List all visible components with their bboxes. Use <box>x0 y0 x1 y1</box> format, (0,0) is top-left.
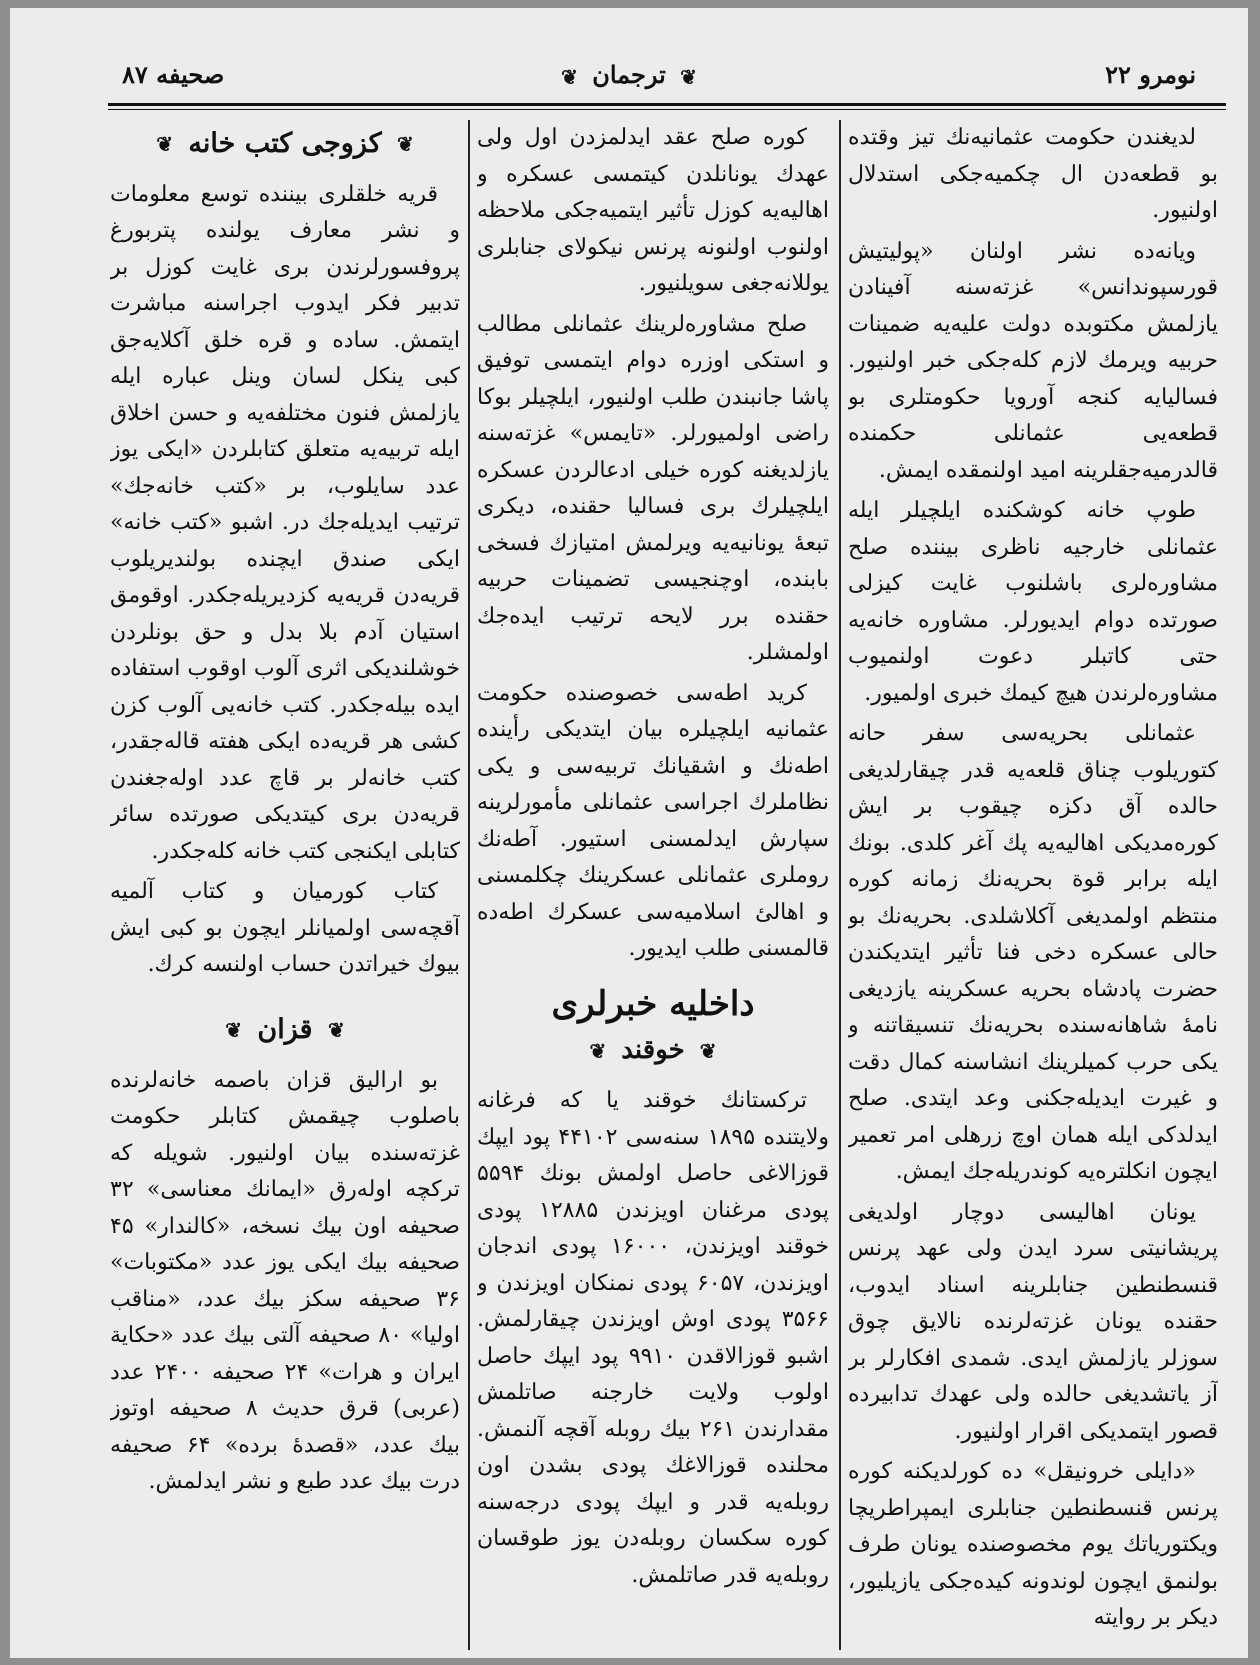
article-title <box>110 126 460 163</box>
article-title-text: كزوجى كتب خانه <box>188 128 382 159</box>
newspaper-page <box>10 8 1248 1658</box>
section-heading: داخليه خبرلرى <box>551 983 755 1024</box>
header-rule <box>108 103 1226 106</box>
ornament-icon: ❦ <box>699 1038 717 1063</box>
paragraph: قريه خلقلرى بيننده توسع معلومات و نشر معارف يولنده پتربورغ پروفسورلرندن برى غايت كوزل بر تدبير فكر ايدوب اجراسنه مباشرت ايتمش. ساده و قره خلق آكلايه‌جق كبى ينكل لسان وينل عباره ايله يازلمش فنون مختلفه‌يه و حسن اخلاق ايله تربيه‌يه متعلق كتابلردن «ايكى يوز عدد سايلوب، بر «كتب خانه‌جك» ترتيب ايديله‌جك در. اشبو «كتب خانه» ايكى صندق ايچنده بولنديريلوب قريه‌دن قريه‌يه كزديريله‌جكدر. اوقومق استيان آدم بلا بدل و حق بونلردن خوشلنديكى اثرى آلوب اوقوب استفاده ايده بيله‌جكدر. كتب خانه‌يى آلوب كزن كشى هر قريه‌ده ايكى هفته قاله‌جقدر، كتب خانه‌لر بر قاچ عدد اوله‌جغندن قريه‌دن برى كيتديكى صورتده سائر كتابلى ايكنجى كتب خانه كله‌جكدر. <box>110 181 460 864</box>
paragraph: عثمانلى بحريه‌سى سفر حانه كتوريلوب چناق قلعه‌يه قدر چيقارلديغى حالده آق دكزه چيقوب بر ايش كوره‌مديكى اهاليه‌يه پك آغر كلدى. بونك ايله برابر قوة بحريه‌نك زمانه كوره منتظم اولمديغى آكلاشلدى. بحريه‌نك بو حالى عسكره دخى فنا تأثير ايتديكندن حضرت پادشاه بحريه عسكرينه يازديغى نامهٔ شاهانه‌سنده بحريه‌نك تنسيقاتنه و يكى حرب كميلرينك انشاسنه كمال دقت و غيرت ايديله‌جكنى وعد ايتدى. صلح ايدلدكى ايله همان اوچ زرهلى امر تعمير ايچون انكلتره‌يه كوندريله‌جك ايمش. <box>848 721 1218 1184</box>
column-divider <box>468 120 470 1650</box>
issue-number: نومرو ۲۲ <box>1105 60 1196 89</box>
paragraph: لديغندن حكومت عثمانيه‌نك تيز وقتده بو قطعه‌دن ال چكميه‌جكى استدلال اولنيور. <box>848 125 1218 223</box>
article-title <box>477 1032 829 1069</box>
masthead <box>10 60 1248 89</box>
ornament-icon: ❦ <box>397 132 414 157</box>
page-number: صحيفه ۸۷ <box>122 60 225 89</box>
paragraph: صلح مشاورەلرينك عثمانلى مطالب و استكى اوزره دوام ايتمسى توفيق پاشا جانبندن طلب اولنيور، ايلچيلر بوكا راضى اولميورلر. «تايمس» غزته‌سنه يازلديغنه كوره خيلى ادعالردن عسكره ايلچيلرك برى فساليا حقنده، ديكرى تبعهٔ يونانيه‌يه ويرلمش امتيازك فسخى بابنده، اوچنجيسى تضمينات حربيه حقنده برر لايحه ترتيب ايده‌جك اولمشلر. <box>477 311 829 665</box>
paragraph: كتاب كورميان و كتاب آلميه آقچه‌سى اولميانلر ايچون بو كبى ايش بيوك خيراتدن حساب اولنسه كرك. <box>110 879 460 978</box>
middle-column <box>477 120 829 1640</box>
paragraph: تركستانك خوقند يا كه فرغانه ولايتنده ۱۸۹۵ سنه‌سى ۴۴۱۰۲ پود ايپك قوزالاغى حاصل اولمش بونك ۵۵۹۴ پودى مرغنان اويزندن ۱۲۸۸۵ پودى خوقند اويزندن، ۱۶۰۰۰ پودى اندجان اويزندن، ۶۰۵۷ پودى نمنكان اويزندن و ۳۵۶۶ پودى اوش اويزندن چيقارلمش. اشبو قوزالاقدن ۹۹۱۰ پود ايپك حاصل اولوب ولايت خارجنه صاتلمش مقدارندن ۲۶۱ بيك روبله آقچه آلنمش. محلنده قوزالاغك پودى بشدن اون روبله‌يه قدر و ايپك پودى درجه‌سنه كوره سكسان روبله‌دن يوز طوقسان روبله‌يه قدر صاتلمش. <box>477 1088 829 1588</box>
header-rule-thin <box>108 109 1226 110</box>
ornament-icon: ❦ <box>327 1018 345 1042</box>
paragraph: كوره صلح عقد ايدلمزدن اول ولى عهدك يونانلدن كيتمسى عسكره و اهاليه‌يه كوزل تأثير ايتميه‌جكى ملاحظه اولنوب اولنونه پرنس نيكولاى جنابلرى يوللانه‌جغى سويلنيور. <box>477 125 829 296</box>
left-column <box>110 120 460 1640</box>
paragraph: بو اراليق قزان باصمه خانه‌لرنده باصلوب چيقمش كتابلر حكومت غزته‌سنده بيان اولنيور. شويله كه تركچه اولەرق «ايمانك معناسى» ۳۲ صحيفه اون بيك نسخه، «كالندار» ۴۵ صحيفه بيك ايكى يوز عدد «مكتوبات» ۳۶ صحيفه سكز بيك عدد، «مناقب اوليا» ۸۰ صحيفه آلتى بيك عدد «حكاية ايران و هرات» ۲۴ صحيفه ۲۴۰۰ عدد (عربى) قرق حديث ۸ صحيفه اوتوز بيك عدد، «قصدهٔ برده» ۶۴ صحيفه درت بيك عدد طبع و نشر ايدلمش. <box>110 1067 460 1494</box>
article-title-text: خوقند <box>621 1035 685 1065</box>
ornament-icon: ❦ <box>680 64 697 89</box>
column-divider <box>839 120 841 1650</box>
paragraph: كريد اطه‌سى خصوصنده حكومت عثمانيه ايلچيلره بيان ايتديكى رأينده اطه‌نك و اشقيانك تربيه‌سى و يكى نظاملرك اجراسى عثمانلى مأمورلرينه سپارش ايدلمسنى استيور. آطه‌نك روملرى عثمانلى عسكرينك چكلمسنى و اهالئ اسلاميه‌سى عسكرك اطه‌ده قالمسنى طلب ايديور. <box>477 680 829 961</box>
ornament-icon: ❦ <box>225 1018 243 1042</box>
paragraph: يونان اهاليسى دوچار اولديغى پريشانيتى سرد ايدن ولى عهد پرنس قنسطنطين جنابلرينه اسناد ايدوب، حقنده يونان غزته‌لرنده نالايق چوق سوزلر يازلمش ايدى. شمدى افكارلر بر آز ياتشديغى حالده ولى عهدك تدابيرده قصور ايتمديكى اقرار اولنيور. <box>848 1199 1218 1444</box>
paragraph: «دايلى خرونيقل» ده كورلديكنه كوره پرنس قنسطنطين جنابلرى ايمپراطريچا ويكتورياتك يوم مخصوصنده يونان طرف بولنمق ايچون لوندونه كيده‌جكى يازيليور، ديكر بر روايته <box>848 1459 1218 1630</box>
page-header <box>10 8 1248 100</box>
paper-name: ترجمان <box>592 60 666 89</box>
right-column <box>848 120 1218 1640</box>
paragraph: ويانه‌ده نشر اولنان «پوليتيش قورسپوندانس» غزته‌سنه آفينادن يازلمش مكتوبده دولت عليه‌يه ضمينات حربيه ويرمك لازم كله‌جكى خبر اولنيور. فساليايه كنجه آورويا حكومتلرى بو قطعه‌يى عثمانلى حكمنده قالدرميه‌جقلرينه اميد اولنمقده ايمش. <box>848 238 1218 483</box>
ornament-icon: ❦ <box>589 1038 607 1063</box>
article-title <box>110 1012 460 1049</box>
article-title-text: قزان <box>257 1013 313 1045</box>
ornament-icon: ❦ <box>561 64 578 89</box>
ornament-icon: ❦ <box>156 132 173 157</box>
paragraph: طوپ خانه كوشكنده ايلچيلر ايله عثمانلى خارجيه ناظرى بيننده صلح مشاورەلرى باشلنوب غايت كيزلى صورتده دوام ايديورلر. مشاوره خانه‌يه حتى كاتبلر دعوت اولنميوب مشاورەلرندن هيچ كيمك خبرى اولميور. <box>848 498 1218 706</box>
